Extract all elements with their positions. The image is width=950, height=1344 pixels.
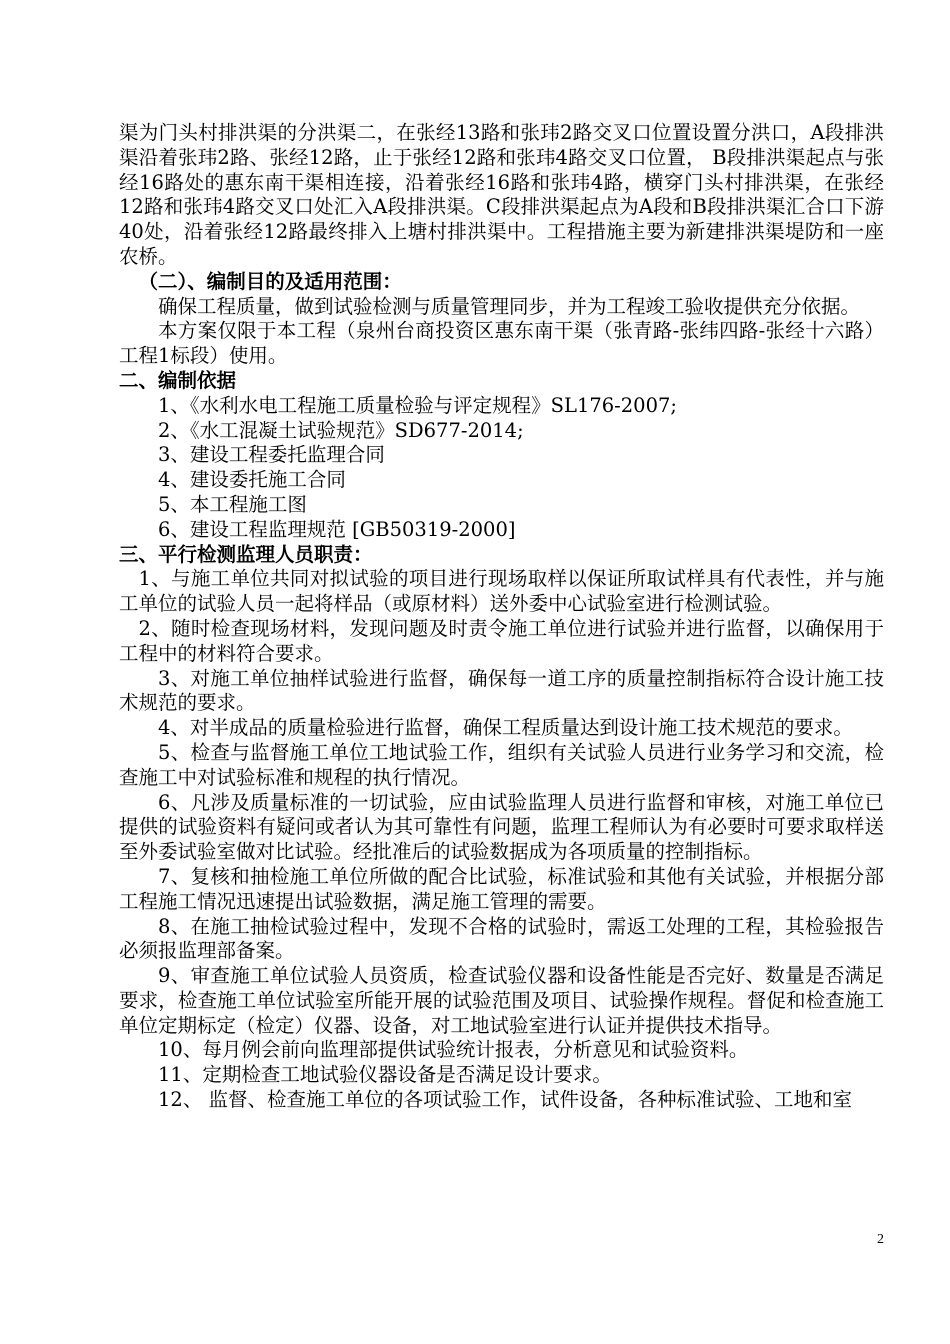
page-number: 2 <box>877 1232 884 1247</box>
duty-item: 4、对半成品的质量检验进行监督，确保工程质量达到设计施工技术规范的要求。 <box>158 716 853 740</box>
duty-item: 8、在施工抽检试验过程中，发现不合格的试验时，需返工处理的工程，其检验报告必须报监理部备案。 <box>119 914 884 963</box>
basis-heading: 二、编制依据 <box>119 368 237 392</box>
duty-item: 11、定期检查工地试验仪器设备是否满足设计要求。 <box>158 1063 612 1087</box>
basis-item: 2、《水工混凝土试验规范》SD677-2014; <box>158 418 524 442</box>
purpose-paragraph-1: 确保工程质量，做到试验检测与质量管理同步，并为工程竣工验收提供充分依据。 <box>158 294 861 318</box>
duty-item: 2、随时检查现场材料，发现问题及时责令施工单位进行试验并进行监督，以确保用于工程中的材料符合要求。 <box>119 616 884 665</box>
duty-item: 1、与施工单位共同对拟试验的项目进行现场取样以保证所取试样具有代表性，并与施工单位的试验人员一起将样品（或原材料）送外委中心试验室进行检测试验。 <box>119 567 884 616</box>
basis-item: 6、建设工程监理规范 [GB50319-2000] <box>158 517 516 541</box>
purpose-paragraph-2: 本方案仅限于本工程（泉州台商投资区惠东南干渠（张青路-张纬四路-张经十六路）工程1标段）使用。 <box>119 319 884 368</box>
page-content <box>119 121 884 1113</box>
duty-item: 7、复核和抽检施工单位所做的配合比试验，标准试验和其他有关试验，并根据分部工程施工情况迅速提出试验数据，满足施工管理的需要。 <box>119 864 884 913</box>
duty-item: 3、对施工单位抽样试验进行监督，确保每一道工序的质量控制指标符合设计施工技术规范的要求。 <box>119 666 884 715</box>
duties-heading: 三、平行检测监理人员职责： <box>119 542 373 566</box>
purpose-heading: （二）、编制目的及适用范围： <box>138 269 402 293</box>
duty-item: 5、检查与监督施工单位工地试验工作，组织有关试验人员进行业务学习和交流，检查施工中对试验标准和规程的执行情况。 <box>119 740 884 789</box>
basis-item: 3、建设工程委托监理合同 <box>158 443 385 467</box>
overview-paragraph: 渠为门头村排洪渠的分洪渠二，在张经13路和张玮2路交叉口位置设置分洪口，A段排洪渠沿着张玮2路、张经12路，止于张经12路和张玮4路交叉口位置， B段排洪渠起点与张经16路处的惠东南干渠相连接，沿着张经16路和张玮4路，横穿门头村排洪渠，在张经12路和张玮4路交叉口处汇入A段排洪渠。C段排洪渠起点为A段和B段排洪渠汇合口下游40处，沿着张经12路最终排入上塘村排洪渠中。工程措施主要为新建排洪渠堤防和一座农桥。 <box>119 121 884 268</box>
duty-item: 10、每月例会前向监理部提供试验统计报表，分析意见和试验资料。 <box>158 1038 749 1062</box>
basis-item: 5、本工程施工图 <box>158 492 307 516</box>
duty-item: 9、审查施工单位试验人员资质，检查试验仪器和设备性能是否完好、数量是否满足要求，检查施工单位试验室所能开展的试验范围及项目、试验操作规程。督促和检查施工单位定期标定（检定）仪器、设备，对工地试验室进行认证并提供技术指导。 <box>119 964 884 1037</box>
basis-item: 4、建设委托施工合同 <box>158 468 346 492</box>
duty-item: 6、凡涉及质量标准的一切试验，应由试验监理人员进行监督和审核，对施工单位已提供的试验资料有疑问或者认为其可靠性有问题，监理工程师认为有必要时可要求取样送至外委试验室做对比试验。经批准后的试验数据成为各项质量的控制指标。 <box>119 790 884 864</box>
duty-item: 12、 监督、检查施工单位的各项试验工作，试件设备，各种标准试验、工地和室 <box>158 1088 853 1112</box>
basis-item: 1、《水利水电工程施工质量检验与评定规程》SL176-2007; <box>158 393 677 417</box>
